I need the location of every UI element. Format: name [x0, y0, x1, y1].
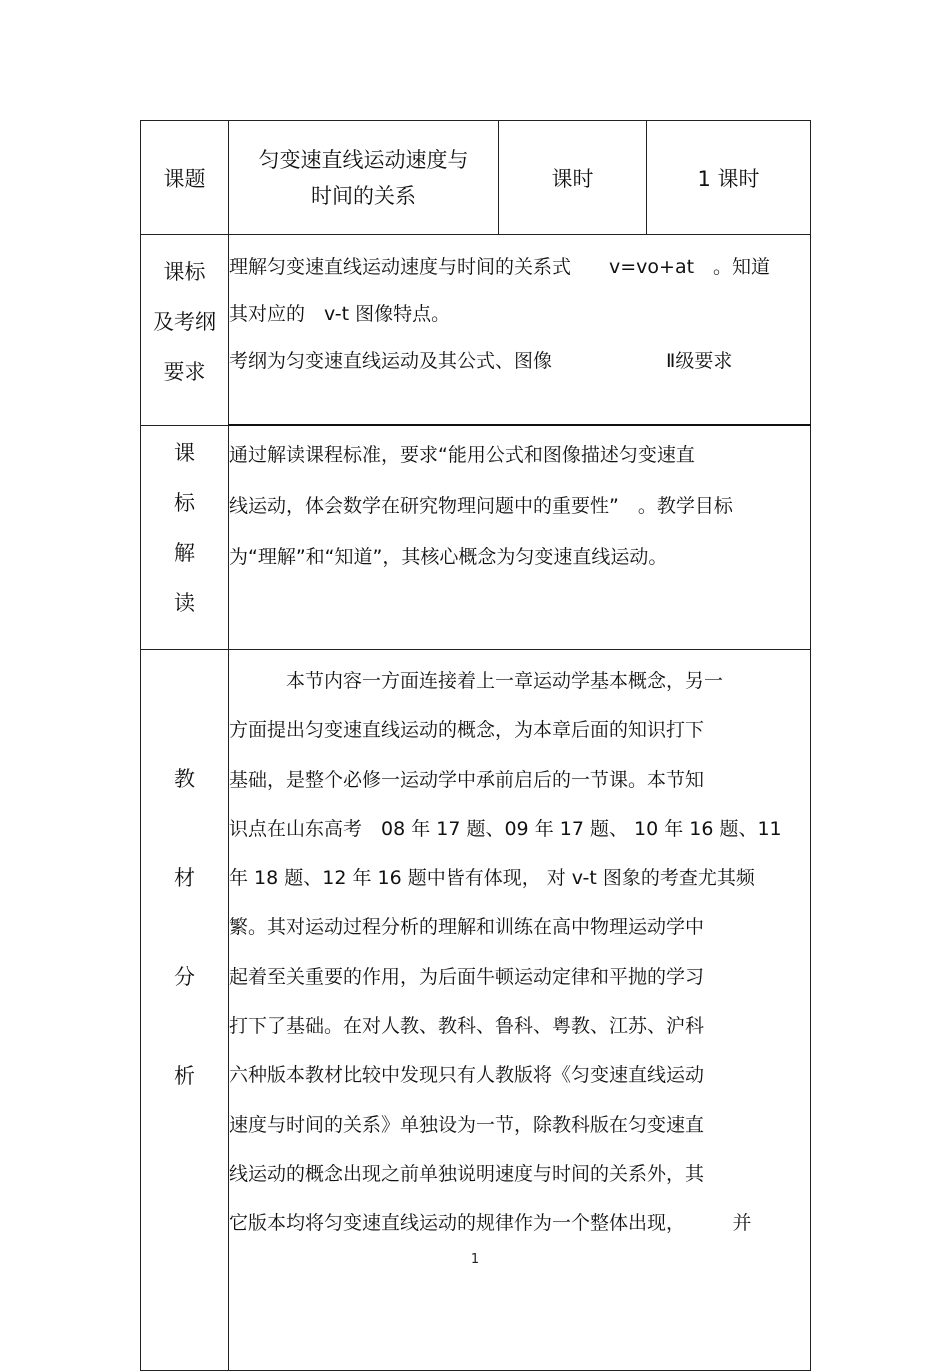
analysis-line: 繁。其对运动过程分析的理解和训练在高中物理运动学中: [229, 916, 705, 939]
analysis-label-char: 教: [174, 767, 195, 791]
standards-line: 考纲为匀变速直线运动及其公式、图像 Ⅱ级要求: [229, 350, 733, 372]
interpretation-line: 线运动，体会数学在研究物理问题中的重要性” 。教学目标: [229, 495, 733, 517]
page-number: 1: [470, 1252, 480, 1267]
analysis-line: 打下了基础。在对人教、教科、鲁科、粤教、江苏、沪科: [229, 1015, 705, 1038]
standards-label: [141, 235, 229, 426]
interpretation-line: 通过解读课程标准，要求“能用公式和图像描述匀变速直: [229, 444, 695, 466]
topic-label: 课题: [141, 121, 229, 235]
analysis-line: 基础，是整个必修一运动学中承前启后的一节课。本节知: [229, 768, 705, 791]
standards-row: [141, 235, 811, 426]
interpretation-label-char: 标: [174, 490, 195, 515]
topic-title: [229, 121, 499, 235]
topic-row: [141, 121, 811, 235]
interpretation-label-char: 读: [174, 590, 195, 615]
analysis-line: 识点在山东高考 08 年 17 题、09 年 17 题、 10 年 16 题、11: [229, 817, 782, 840]
analysis-line: 方面提出匀变速直线运动的概念，为本章后面的知识打下: [229, 719, 705, 742]
analysis-line: 速度与时间的关系》单独设为一节，除教科版在匀变速直: [229, 1113, 705, 1136]
analysis-line: 年 18 题、12 年 16 题中皆有体现， 对 v-t 图象的考查尤其频: [229, 867, 755, 890]
hours-label: 课时: [499, 121, 647, 235]
interpretation-label-char: 课: [174, 440, 195, 465]
hours-value: 1 课时: [647, 121, 811, 235]
analysis-label-char: 析: [174, 1064, 195, 1088]
analysis-line: 它版本均将匀变速直线运动的规律作为一个整体出现， 并: [229, 1212, 752, 1235]
interpretation-content: [229, 425, 811, 650]
standards-label-part: 课标: [163, 260, 206, 284]
interpretation-label: [141, 425, 229, 650]
analysis-line: 本节内容一方面连接着上一章运动学基本概念，另一: [229, 670, 724, 692]
standards-content: [229, 235, 811, 426]
analysis-label-char: 材: [174, 866, 195, 890]
topic-title-line-2: 时间的关系: [311, 183, 416, 208]
interpretation-label-char: 解: [174, 540, 195, 565]
interpretation-line: 为“理解”和“知道”，其核心概念为匀变速直线运动。: [229, 546, 668, 568]
analysis-line: 六种版本教材比较中发现只有人教版将《匀变速直线运动: [229, 1064, 705, 1087]
lesson-plan-table: [140, 120, 811, 1371]
standards-line: 理解匀变速直线运动速度与时间的关系式 v=vo+at 。知道: [229, 256, 771, 278]
standards-label-part: 及考纲: [153, 310, 216, 334]
standards-label-part: 要求: [163, 360, 206, 384]
analysis-line: 起着至关重要的作用，为后面牛顿运动定律和平抛的学习: [229, 965, 705, 988]
analysis-line: 线运动的概念出现之前单独说明速度与时间的关系外，其: [229, 1162, 705, 1185]
topic-title-line-1: 匀变速直线运动速度与: [258, 147, 469, 172]
standards-line: 其对应的 v-t 图像特点。: [229, 303, 451, 325]
interpretation-row: [141, 425, 811, 650]
analysis-label-char: 分: [174, 965, 195, 989]
